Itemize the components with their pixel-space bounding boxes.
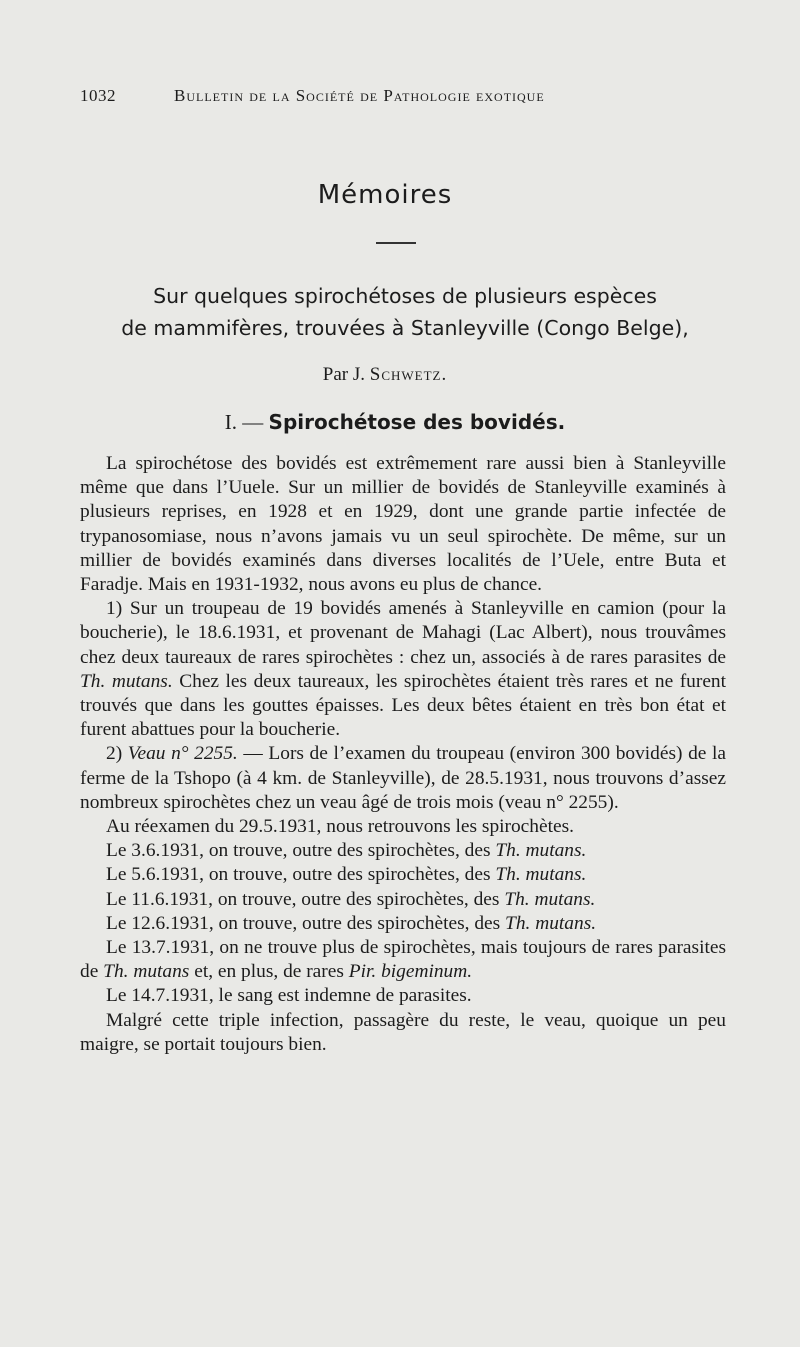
- section-heading: [0, 410, 790, 435]
- article-title-line-2: de mammifères, trouvées à Stanleyville (Congo Belge),: [121, 316, 689, 340]
- text-run: Chez les deux taureaux, les spirochètes étaient très rares et ne furent trouvés que dans les gouttes épaisses. Les deux bêtes étaient en très bon état et furent abattues pour la boucherie.: [80, 670, 727, 741]
- paragraph: [80, 936, 726, 984]
- paragraph: [80, 888, 726, 912]
- text-run: Le 5.6.1931, on trouve, outre des spirochètes, des: [106, 864, 496, 886]
- paragraph: Au réexamen du 29.5.1931, nous retrouvons les spirochètes.: [106, 816, 574, 838]
- text-run: et, en plus, de rares: [189, 961, 349, 983]
- text-run: Le 12.6.1931, on trouve, outre des spirochètes, des: [106, 912, 506, 934]
- text-run: 2): [106, 743, 128, 765]
- page-number: 1032: [80, 86, 116, 105]
- species-name: Th. mutans: [103, 961, 190, 983]
- article-title-line-1: Sur quelques spirochétoses de plusieurs espèces: [153, 284, 657, 308]
- article-body: [80, 452, 726, 1057]
- species-name: Th. mutans.: [504, 888, 596, 910]
- text-run: 1) Sur un troupeau de 19 bovidés amenés à Stanleyville en camion (pour la boucherie), le 18.6.1931, et provenant de Mahagi (Lac Albert), nous trouvâmes chez deux taureaux de rares spirochètes : chez un, associés à de rares parasites de: [80, 598, 726, 668]
- paragraph: [80, 597, 726, 742]
- paragraph: [80, 742, 726, 815]
- species-name: Pir. bigeminum.: [348, 961, 473, 983]
- text-run: Le 11.6.1931, on trouve, outre des spirochètes, des: [106, 888, 505, 910]
- section-number: I. —: [224, 410, 264, 434]
- byline-prefix: Par J.: [322, 364, 365, 385]
- section-heading-text: Spirochétose des bovidés.: [268, 410, 566, 434]
- paragraph: [80, 839, 726, 863]
- paragraph: [80, 912, 726, 936]
- byline: [0, 364, 770, 386]
- paragraph: Le 14.7.1931, le sang est indemne de parasites.: [106, 985, 472, 1007]
- species-name: Th. mutans.: [505, 912, 597, 934]
- section-title: Mémoires: [317, 180, 453, 210]
- species-name: Th. mutans.: [495, 840, 587, 862]
- text-run: Le 13.7.1931, on ne trouve plus de spirochètes, mais toujours de rares parasites de: [80, 937, 726, 983]
- case-label: Veau n° 2255.: [127, 743, 238, 765]
- paragraph: [80, 863, 726, 887]
- article-title: [60, 280, 750, 344]
- paragraph: Malgré cette triple infection, passagère du reste, le veau, quoique un peu maigre, se portait toujours bien.: [80, 1009, 726, 1055]
- author-name: Schwetz.: [369, 364, 448, 385]
- text-run: Le 3.6.1931, on trouve, outre des spirochètes, des: [106, 840, 496, 862]
- paragraph: La spirochétose des bovidés est extrêmement rare aussi bien à Stanleyville même que dans l’Uuele. Sur un millier de bovidés de Stanleyville examinés à plusieurs reprises, en 1928 et en 1929, dont une grande partie infectée de trypanosomiase, nous n’avons jamais vu un seul spirochète. De même, sur un millier de bovidés examinés dans diverses localités de l’Uele, entre Buta et Faradje. Mais en 1931-1932, nous avons eu plus de chance.: [80, 453, 726, 596]
- text-run: — Lors de l’examen du troupeau (environ 300 bovidés) de la ferme de la Tshopo (à 4 km. de Stanleyville), de 28.5.1931, nous trouvons d’assez nombreux spirochètes chez un veau âgé de trois mois (veau n° 2255).: [80, 743, 726, 813]
- species-name: Th. mutans.: [495, 864, 587, 886]
- divider: [376, 242, 416, 244]
- species-name: Th. mutans.: [80, 670, 173, 692]
- journal-title: Bulletin de la Société de Pathologie exotique: [174, 86, 545, 105]
